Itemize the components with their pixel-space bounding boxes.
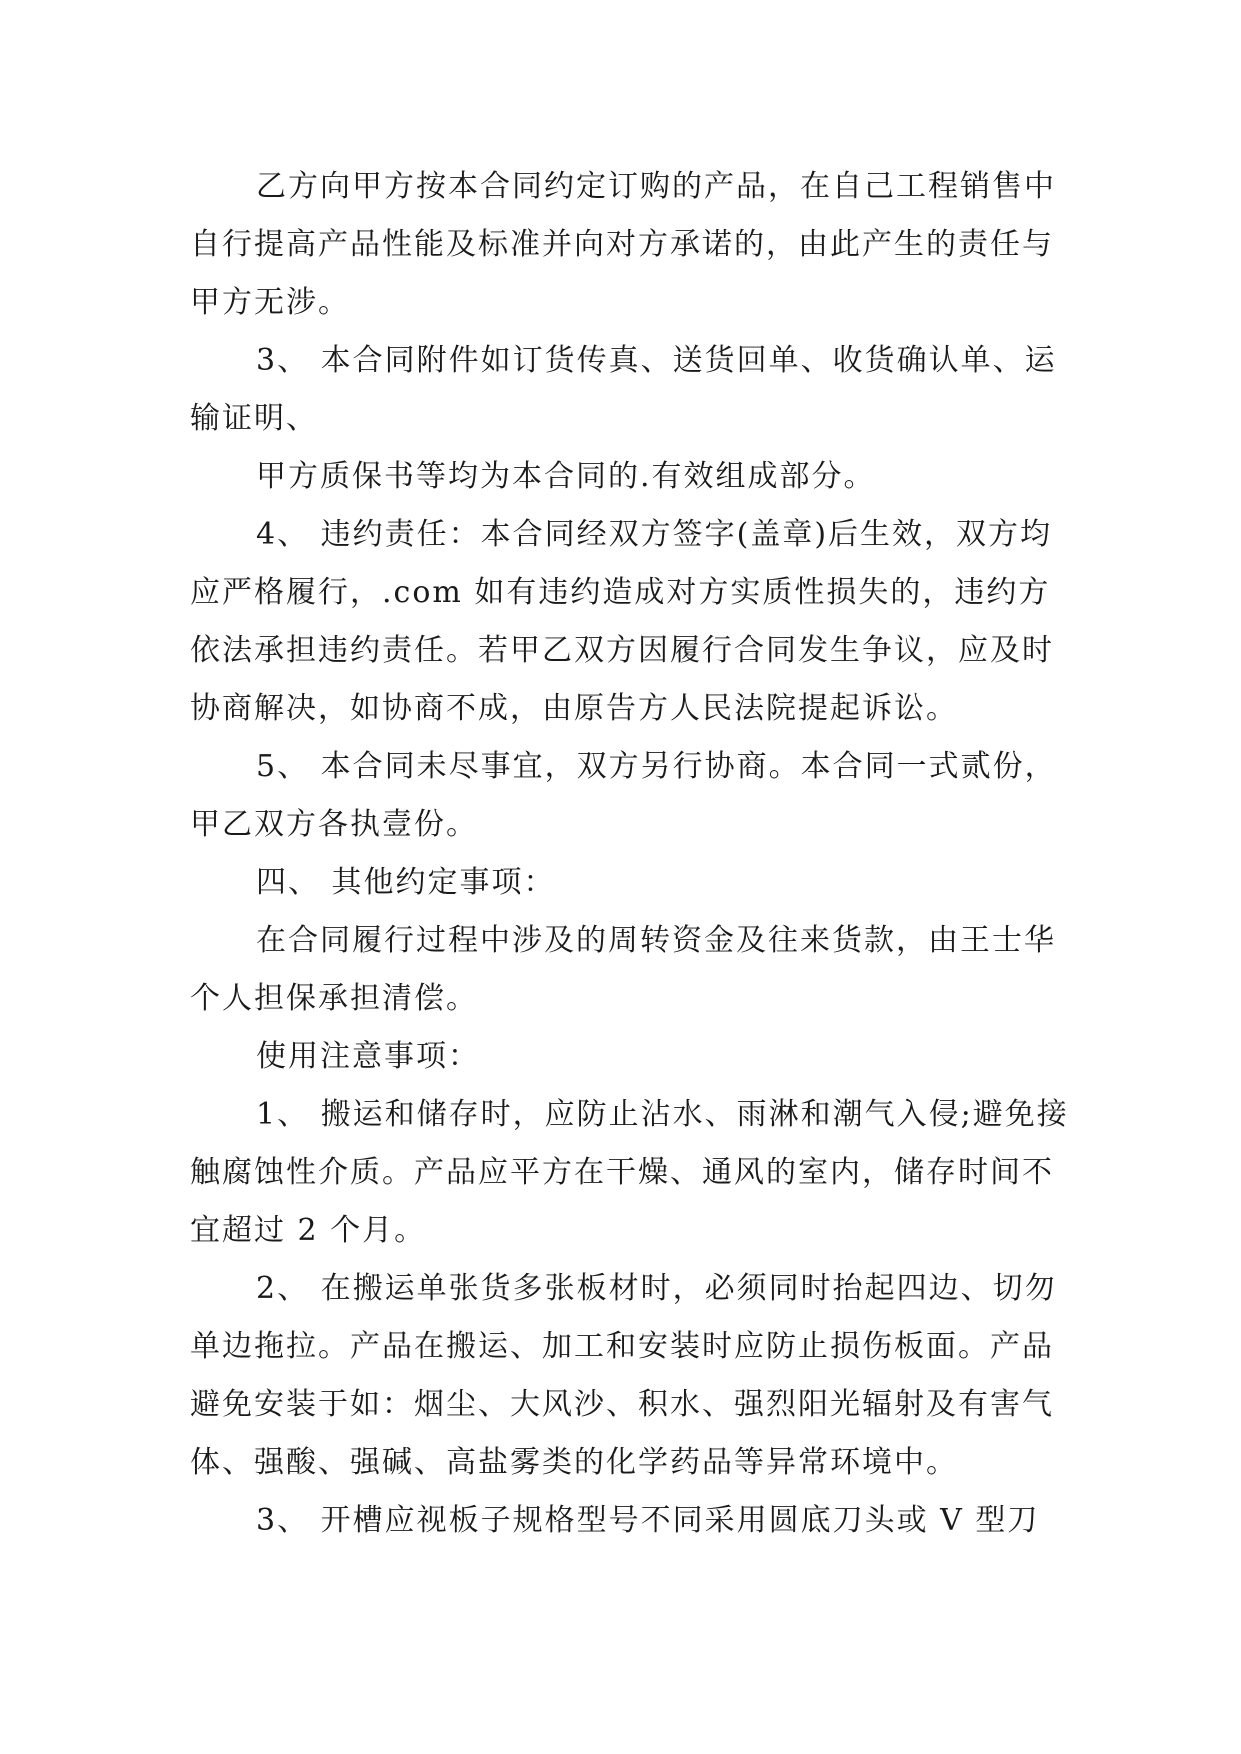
- paragraph-note-1-storage: 1、 搬运和储存时，应防止沾水、雨淋和潮气入侵;避免接触腐蚀性介质。产品应平方在干燥、通风的室内，储存时间不宜超过 2 个月。: [190, 1097, 1069, 1248]
- section-heading-other-terms: 四、 其他约定事项：: [256, 865, 556, 900]
- paragraph-clause-5-copies: 5、 本合同未尽事宜，双方另行协商。本合同一式贰份，甲乙双方各执壹份。: [190, 749, 1057, 842]
- paragraph-guarantee: 在合同履行过程中涉及的周转资金及往来货款，由王士华个人担保承担清偿。: [190, 923, 1056, 1016]
- section-heading-usage-notes: 使用注意事项：: [256, 1039, 480, 1074]
- paragraph-note-3-grooving: 3、 开槽应视板子规格型号不同采用圆底刀头或 V 型刀: [256, 1503, 1040, 1538]
- paragraph-quality-certificate: 甲方质保书等均为本合同的.有效组成部分。: [256, 459, 876, 494]
- paragraph-note-2-handling: 2、 在搬运单张货多张板材时，必须同时抬起四边、切勿单边拖拉。产品在搬运、加工和安装时应防止损伤板面。产品避免安装于如：烟尘、大风沙、积水、强烈阳光辐射及有害气体、强酸、强碱、高盐雾类的化学药品等异常环境中。: [190, 1271, 1057, 1480]
- document-body: [190, 158, 1070, 1550]
- paragraph-clause-4-breach: 4、 违约责任：本合同经双方签字(盖章)后生效，双方均应严格履行，.com 如有违约造成对方实质性损失的，违约方依法承担违约责任。若甲乙双方因履行合同发生争议，应及时协商解决，如协商不成，由原告方人民法院提起诉讼。: [190, 517, 1054, 726]
- paragraph-clause-3-attachments: 3、 本合同附件如订货传真、送货回单、收货确认单、运输证明、: [190, 343, 1057, 436]
- paragraph-supplier-liability: 乙方向甲方按本合同约定订购的产品，在自己工程销售中自行提高产品性能及标准并向对方承诺的，由此产生的责任与甲方无涉。: [190, 169, 1056, 320]
